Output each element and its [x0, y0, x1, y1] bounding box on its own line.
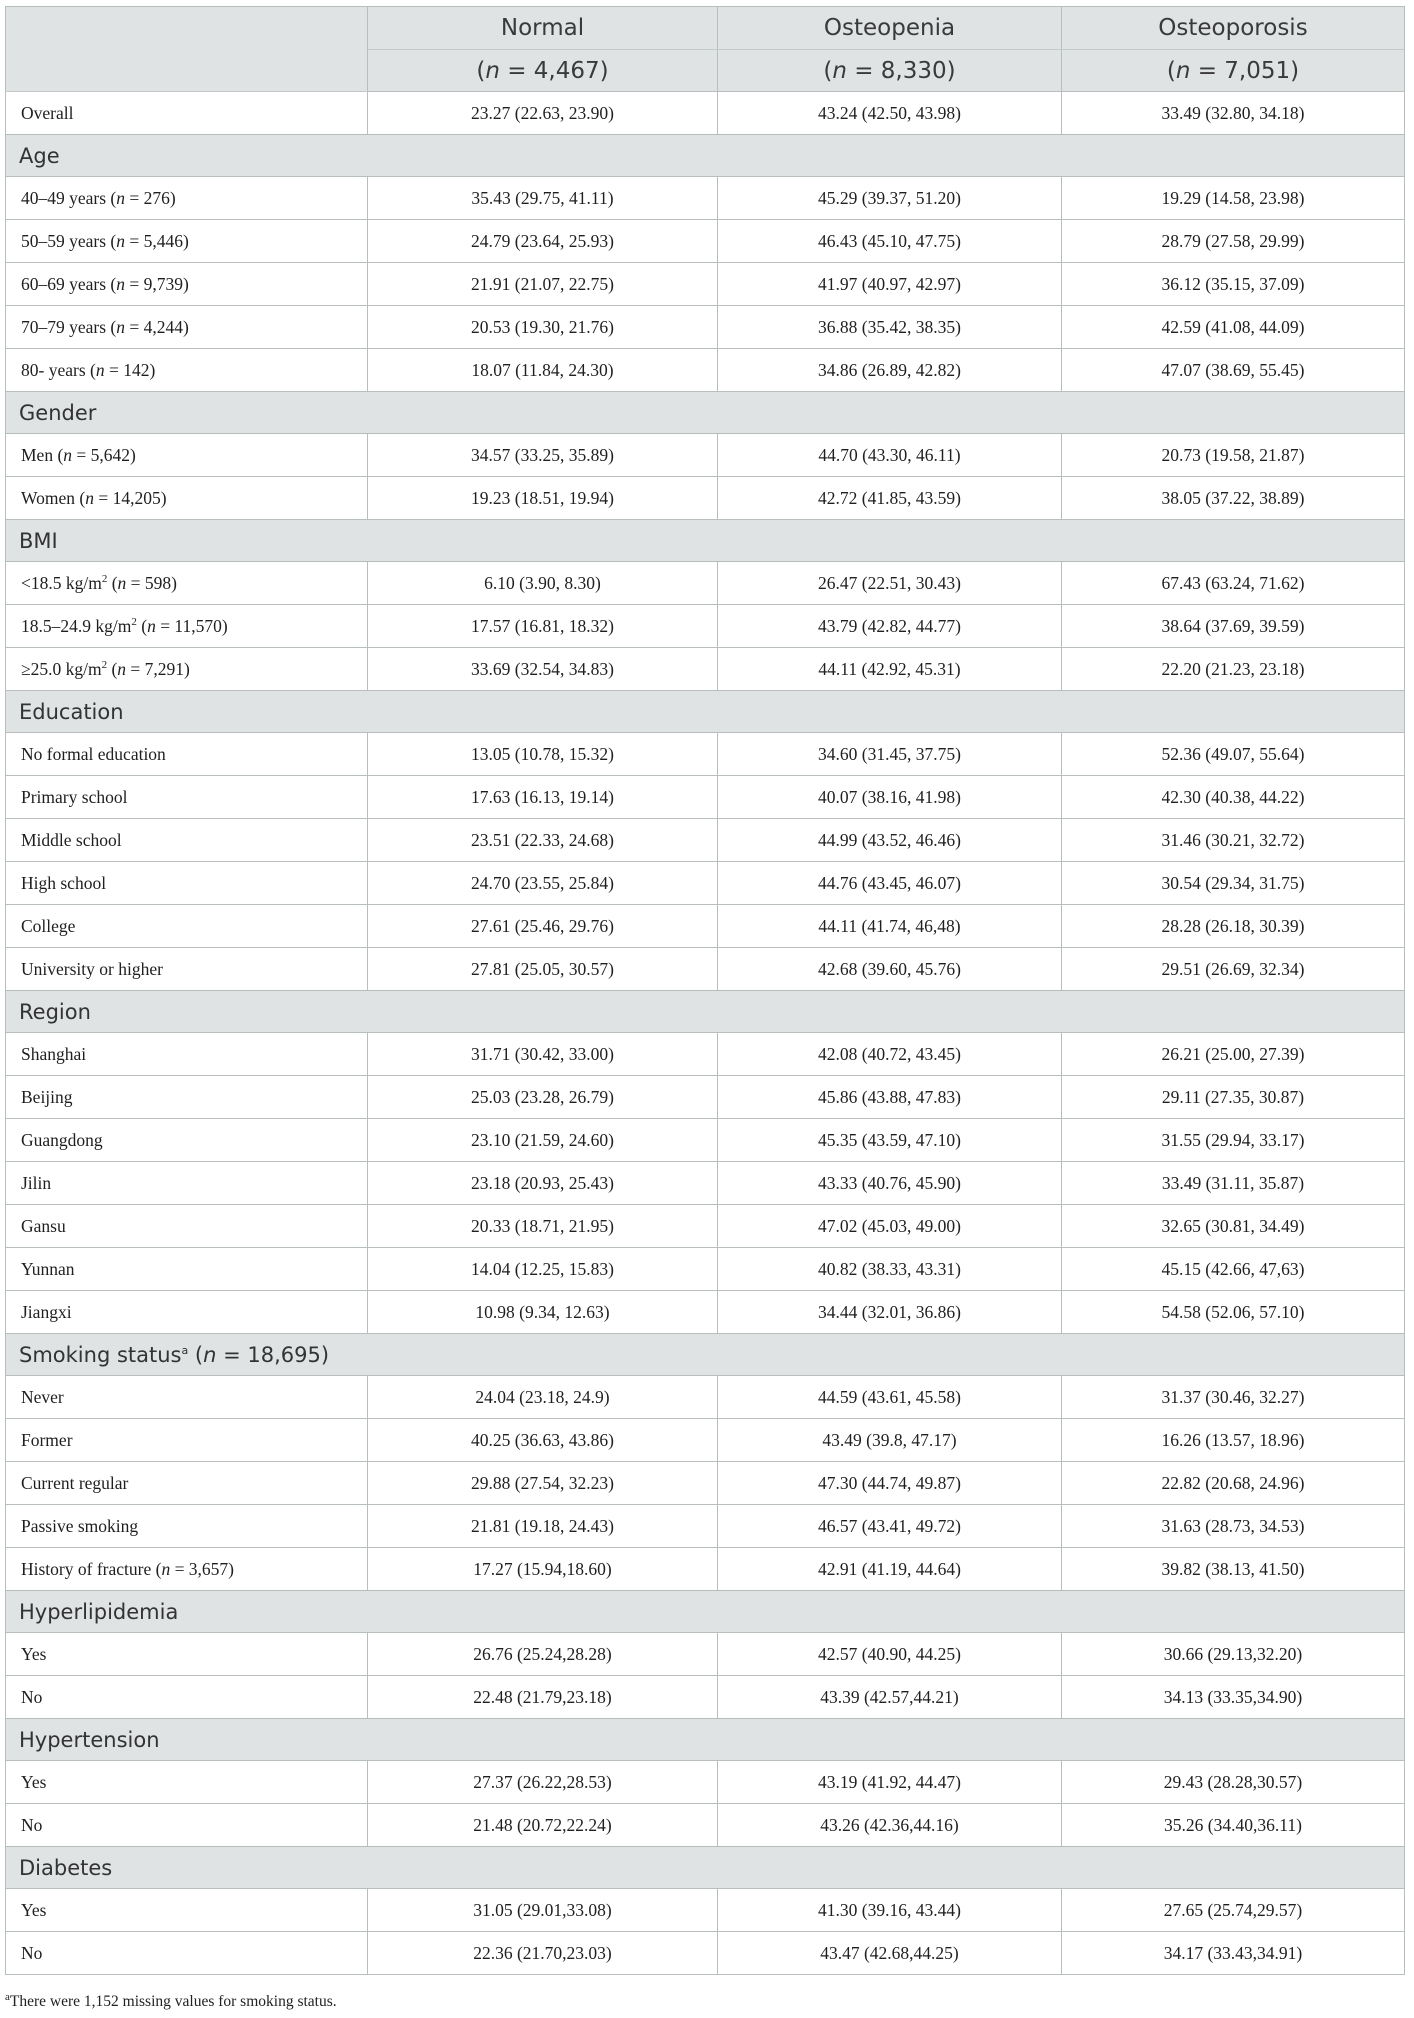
value-normal: 23.51 (22.33, 24.68) — [368, 819, 718, 862]
value-osteopenia: 43.19 (41.92, 44.47) — [718, 1761, 1062, 1804]
label-text-cont: ( — [107, 572, 118, 593]
prevalence-table — [5, 6, 1405, 1975]
section-row — [6, 991, 1405, 1033]
label-text: Beijing — [21, 1086, 73, 1107]
table-row — [6, 349, 1405, 392]
table-row — [6, 1804, 1405, 1847]
value-osteoporosis: 33.49 (31.11, 35.87) — [1062, 1162, 1405, 1205]
footnote-mark: a — [5, 1990, 10, 2003]
value-osteoporosis: 32.65 (30.81, 34.49) — [1062, 1205, 1405, 1248]
n-symbol: n — [485, 57, 500, 84]
n-symbol: n — [117, 658, 127, 679]
table-row — [6, 1419, 1405, 1462]
n-symbol: n — [832, 57, 847, 84]
value-normal: 21.91 (21.07, 22.75) — [368, 263, 718, 306]
row-label — [6, 1119, 368, 1162]
label-text: Smoking status — [19, 1342, 182, 1367]
row-label — [6, 776, 368, 819]
table-row — [6, 92, 1405, 135]
row-label — [6, 862, 368, 905]
value-normal: 24.70 (23.55, 25.84) — [368, 862, 718, 905]
value-osteopenia: 40.07 (38.16, 41.98) — [718, 776, 1062, 819]
row-label — [6, 1376, 368, 1419]
section-label — [6, 392, 1405, 434]
table-row — [6, 1548, 1405, 1591]
section-row — [6, 1719, 1405, 1761]
table-row — [6, 819, 1405, 862]
header-osteopenia: Osteopenia — [718, 7, 1062, 50]
value-osteopenia: 45.29 (39.37, 51.20) — [718, 177, 1062, 220]
n-symbol: n — [147, 615, 156, 636]
value-osteoporosis: 26.21 (25.00, 27.39) — [1062, 1033, 1405, 1076]
label-text: Diabetes — [19, 1855, 113, 1880]
value-osteopenia: 42.08 (40.72, 43.45) — [718, 1033, 1062, 1076]
value-osteopenia: 43.24 (42.50, 43.98) — [718, 92, 1062, 135]
value-osteoporosis: 29.43 (28.28,30.57) — [1062, 1761, 1405, 1804]
value-osteoporosis: 34.13 (33.35,34.90) — [1062, 1676, 1405, 1719]
table-row — [6, 263, 1405, 306]
value-osteopenia: 43.47 (42.68,44.25) — [718, 1932, 1062, 1975]
label-text: Passive smoking — [21, 1515, 139, 1536]
value-normal: 25.03 (23.28, 26.79) — [368, 1076, 718, 1119]
label-text: Current regular — [21, 1472, 129, 1493]
label-text: Jilin — [21, 1172, 52, 1193]
n-value: = 11,570) — [155, 615, 228, 636]
table-container — [5, 6, 1404, 1975]
value-osteoporosis: 22.20 (21.23, 23.18) — [1062, 648, 1405, 691]
label-text: Middle school — [21, 829, 122, 850]
section-label — [6, 691, 1405, 733]
label-text: Never — [21, 1386, 64, 1407]
row-label — [6, 1804, 368, 1847]
value-normal: 22.36 (21.70,23.03) — [368, 1932, 718, 1975]
value-osteopenia: 44.70 (43.30, 46.11) — [718, 434, 1062, 477]
value-normal: 21.48 (20.72,22.24) — [368, 1804, 718, 1847]
header-normal-n: (n = 4,467) — [368, 50, 718, 92]
table-row — [6, 905, 1405, 948]
label-text: No — [21, 1814, 43, 1835]
n-value: = 7,291) — [126, 658, 190, 679]
section-label — [6, 1719, 1405, 1761]
value-osteopenia: 34.60 (31.45, 37.75) — [718, 733, 1062, 776]
value-normal: 31.05 (29.01,33.08) — [368, 1889, 718, 1932]
section-label — [6, 1847, 1405, 1889]
label-text-cont: ( — [188, 1342, 204, 1367]
label-text: High school — [21, 872, 107, 893]
row-label — [6, 1932, 368, 1975]
value-normal: 29.88 (27.54, 32.23) — [368, 1462, 718, 1505]
section-row — [6, 1591, 1405, 1633]
table-row — [6, 605, 1405, 648]
value-osteopenia: 41.30 (39.16, 43.44) — [718, 1889, 1062, 1932]
header-osteoporosis-n: (n = 7,051) — [1062, 50, 1405, 92]
label-text: Men ( — [21, 444, 64, 465]
row-label — [6, 477, 368, 520]
row-label — [6, 605, 368, 648]
n-value: = 5,642) — [72, 444, 136, 465]
label-text: Hypertension — [19, 1727, 160, 1752]
row-label — [6, 220, 368, 263]
label-text: History of fracture ( — [21, 1558, 162, 1579]
label-text: No formal education — [21, 743, 166, 764]
row-label — [6, 349, 368, 392]
value-osteoporosis: 36.12 (35.15, 37.09) — [1062, 263, 1405, 306]
value-osteoporosis: 45.15 (42.66, 47,63) — [1062, 1248, 1405, 1291]
value-osteoporosis: 38.64 (37.69, 39.59) — [1062, 605, 1405, 648]
table-row — [6, 1633, 1405, 1676]
n-symbol: n — [63, 444, 73, 465]
section-label — [6, 1334, 1405, 1376]
row-label — [6, 905, 368, 948]
value-osteopenia: 45.86 (43.88, 47.83) — [718, 1076, 1062, 1119]
table-row — [6, 1248, 1405, 1291]
value-normal: 23.27 (22.63, 23.90) — [368, 92, 718, 135]
n-symbol: n — [1175, 57, 1191, 84]
value-osteopenia: 43.79 (42.82, 44.77) — [718, 605, 1062, 648]
n-value: = 14,205) — [93, 487, 167, 508]
label-text: Women ( — [21, 487, 86, 508]
row-label — [6, 434, 368, 477]
value-normal: 20.33 (18.71, 21.95) — [368, 1205, 718, 1248]
value-osteopenia: 34.44 (32.01, 36.86) — [718, 1291, 1062, 1334]
label-text: 60–69 years ( — [21, 273, 117, 294]
value-osteoporosis: 16.26 (13.57, 18.96) — [1062, 1419, 1405, 1462]
value-normal: 18.07 (11.84, 24.30) — [368, 349, 718, 392]
row-label — [6, 1033, 368, 1076]
row-label — [6, 1291, 368, 1334]
value-osteoporosis: 33.49 (32.80, 34.18) — [1062, 92, 1405, 135]
label-text: Region — [19, 999, 91, 1024]
row-label — [6, 1205, 368, 1248]
n-value: = 4,244) — [125, 316, 189, 337]
value-normal: 13.05 (10.78, 15.32) — [368, 733, 718, 776]
n-value: = 598) — [126, 572, 177, 593]
header-osteoporosis: Osteoporosis — [1062, 7, 1405, 50]
value-osteoporosis: 67.43 (63.24, 71.62) — [1062, 562, 1405, 605]
row-label — [6, 1076, 368, 1119]
label-text: University or higher — [21, 958, 163, 979]
table-body — [6, 92, 1405, 1975]
table-row — [6, 733, 1405, 776]
value-normal: 33.69 (32.54, 34.83) — [368, 648, 718, 691]
table-row — [6, 562, 1405, 605]
value-normal: 24.79 (23.64, 25.93) — [368, 220, 718, 263]
value-osteopenia: 40.82 (38.33, 43.31) — [718, 1248, 1062, 1291]
label-text: ≥25.0 kg/m — [21, 658, 102, 679]
value-normal: 31.71 (30.42, 33.00) — [368, 1033, 718, 1076]
row-label — [6, 1505, 368, 1548]
table-row — [6, 1076, 1405, 1119]
label-text: Gender — [19, 400, 97, 425]
value-osteopenia: 42.68 (39.60, 45.76) — [718, 948, 1062, 991]
value-osteopenia: 36.88 (35.42, 38.35) — [718, 306, 1062, 349]
row-label — [6, 1248, 368, 1291]
value-osteopenia: 44.76 (43.45, 46.07) — [718, 862, 1062, 905]
section-row — [6, 392, 1405, 434]
n-value: = 3,657) — [170, 1558, 235, 1579]
label-text: College — [21, 915, 76, 936]
header-osteopenia-n: (n = 8,330) — [718, 50, 1062, 92]
label-superscript: 2 — [131, 615, 137, 628]
n-symbol: n — [161, 1558, 171, 1579]
header-normal: Normal — [368, 7, 718, 50]
table-row — [6, 1376, 1405, 1419]
value-normal: 23.10 (21.59, 24.60) — [368, 1119, 718, 1162]
value-osteoporosis: 29.11 (27.35, 30.87) — [1062, 1076, 1405, 1119]
n-symbol: n — [203, 1342, 217, 1367]
row-label — [6, 263, 368, 306]
value-osteoporosis: 47.07 (38.69, 55.45) — [1062, 349, 1405, 392]
table-row — [6, 776, 1405, 819]
value-normal: 27.37 (26.22,28.53) — [368, 1761, 718, 1804]
label-text: Yes — [21, 1771, 47, 1792]
value-osteopenia: 46.43 (45.10, 47.75) — [718, 220, 1062, 263]
table-row — [6, 1505, 1405, 1548]
value-osteopenia: 44.59 (43.61, 45.58) — [718, 1376, 1062, 1419]
value-osteopenia: 47.02 (45.03, 49.00) — [718, 1205, 1062, 1248]
table-row — [6, 948, 1405, 991]
table-footnote — [5, 1990, 337, 2011]
value-osteopenia: 44.99 (43.52, 46.46) — [718, 819, 1062, 862]
label-text: Overall — [21, 102, 74, 123]
section-label — [6, 1591, 1405, 1633]
table-row — [6, 1462, 1405, 1505]
row-label — [6, 562, 368, 605]
value-osteopenia: 41.97 (40.97, 42.97) — [718, 263, 1062, 306]
value-normal: 19.23 (18.51, 19.94) — [368, 477, 718, 520]
row-label — [6, 1889, 368, 1932]
n-value: = 276) — [125, 187, 176, 208]
n-symbol: n — [85, 487, 94, 508]
value-osteoporosis: 19.29 (14.58, 23.98) — [1062, 177, 1405, 220]
label-text: 40–49 years ( — [21, 187, 117, 208]
value-osteoporosis: 31.55 (29.94, 33.17) — [1062, 1119, 1405, 1162]
value-normal: 17.27 (15.94,18.60) — [368, 1548, 718, 1591]
value-osteopenia: 43.26 (42.36,44.16) — [718, 1804, 1062, 1847]
footnote-text: There were 1,152 missing values for smoking status. — [9, 1993, 337, 2010]
value-osteopenia: 42.91 (41.19, 44.64) — [718, 1548, 1062, 1591]
table-row — [6, 1033, 1405, 1076]
table-row — [6, 1889, 1405, 1932]
row-label — [6, 648, 368, 691]
table-row — [6, 862, 1405, 905]
row-label — [6, 1676, 368, 1719]
value-osteopenia: 42.72 (41.85, 43.59) — [718, 477, 1062, 520]
value-normal: 20.53 (19.30, 21.76) — [368, 306, 718, 349]
section-row — [6, 1847, 1405, 1889]
value-normal: 26.76 (25.24,28.28) — [368, 1633, 718, 1676]
table-header — [6, 7, 1405, 92]
row-label — [6, 1419, 368, 1462]
value-osteoporosis: 28.28 (26.18, 30.39) — [1062, 905, 1405, 948]
n-symbol: n — [116, 316, 126, 337]
value-normal: 17.63 (16.13, 19.14) — [368, 776, 718, 819]
value-osteoporosis: 31.63 (28.73, 34.53) — [1062, 1505, 1405, 1548]
section-label — [6, 991, 1405, 1033]
row-label — [6, 177, 368, 220]
value-normal: 14.04 (12.25, 15.83) — [368, 1248, 718, 1291]
value-osteopenia: 43.39 (42.57,44.21) — [718, 1676, 1062, 1719]
n-symbol: n — [117, 572, 127, 593]
value-osteopenia: 44.11 (41.74, 46,48) — [718, 905, 1062, 948]
table-row — [6, 177, 1405, 220]
value-osteoporosis: 30.66 (29.13,32.20) — [1062, 1633, 1405, 1676]
row-label — [6, 1548, 368, 1591]
label-text: BMI — [19, 528, 58, 553]
table-row — [6, 220, 1405, 263]
label-text: <18.5 kg/m — [21, 572, 102, 593]
n-symbol: n — [116, 230, 126, 251]
label-text: Yunnan — [21, 1258, 75, 1279]
n-value: = 9,739) — [125, 273, 189, 294]
row-label — [6, 1162, 368, 1205]
label-text: Jiangxi — [21, 1301, 72, 1322]
value-normal: 21.81 (19.18, 24.43) — [368, 1505, 718, 1548]
table-row — [6, 1932, 1405, 1975]
label-text: Shanghai — [21, 1043, 87, 1064]
label-superscript: a — [181, 1343, 189, 1357]
table-row — [6, 1291, 1405, 1334]
value-normal: 23.18 (20.93, 25.43) — [368, 1162, 718, 1205]
label-text-cont: ( — [107, 658, 118, 679]
value-normal: 27.61 (25.46, 29.76) — [368, 905, 718, 948]
value-osteopenia: 47.30 (44.74, 49.87) — [718, 1462, 1062, 1505]
table-row — [6, 1676, 1405, 1719]
value-osteoporosis: 38.05 (37.22, 38.89) — [1062, 477, 1405, 520]
label-text: Hyperlipidemia — [19, 1599, 179, 1624]
label-text: Yes — [21, 1899, 47, 1920]
label-text: Gansu — [21, 1215, 66, 1236]
value-osteoporosis: 39.82 (38.13, 41.50) — [1062, 1548, 1405, 1591]
section-row — [6, 135, 1405, 177]
label-text: 50–59 years ( — [21, 230, 117, 251]
label-text: Age — [19, 143, 60, 168]
n-symbol: n — [116, 187, 126, 208]
value-normal: 34.57 (33.25, 35.89) — [368, 434, 718, 477]
section-row — [6, 520, 1405, 562]
table-row — [6, 306, 1405, 349]
row-label — [6, 948, 368, 991]
table-row — [6, 1205, 1405, 1248]
label-text: Primary school — [21, 786, 128, 807]
n-symbol: n — [95, 359, 105, 380]
label-text: Guangdong — [21, 1129, 103, 1150]
section-row — [6, 691, 1405, 733]
value-normal: 17.57 (16.81, 18.32) — [368, 605, 718, 648]
value-osteoporosis: 20.73 (19.58, 21.87) — [1062, 434, 1405, 477]
value-osteopenia: 43.33 (40.76, 45.90) — [718, 1162, 1062, 1205]
section-label — [6, 520, 1405, 562]
value-normal: 6.10 (3.90, 8.30) — [368, 562, 718, 605]
value-osteoporosis: 22.82 (20.68, 24.96) — [1062, 1462, 1405, 1505]
n-value: = 8,330 — [846, 57, 947, 84]
label-text: 70–79 years ( — [21, 316, 117, 337]
row-label — [6, 733, 368, 776]
row-label — [6, 1633, 368, 1676]
value-osteoporosis: 28.79 (27.58, 29.99) — [1062, 220, 1405, 263]
label-text: 18.5–24.9 kg/m — [21, 615, 132, 636]
table-row — [6, 477, 1405, 520]
label-text: Former — [21, 1429, 73, 1450]
n-symbol: n — [116, 273, 126, 294]
value-normal: 27.81 (25.05, 30.57) — [368, 948, 718, 991]
value-osteopenia: 26.47 (22.51, 30.43) — [718, 562, 1062, 605]
value-osteoporosis: 29.51 (26.69, 32.34) — [1062, 948, 1405, 991]
section-label — [6, 135, 1405, 177]
label-superscript: 2 — [101, 658, 108, 671]
label-text: 80- years ( — [21, 359, 96, 380]
value-osteoporosis: 42.59 (41.08, 44.09) — [1062, 306, 1405, 349]
row-label — [6, 819, 368, 862]
row-label — [6, 306, 368, 349]
value-osteopenia: 43.49 (39.8, 47.17) — [718, 1419, 1062, 1462]
section-row — [6, 1334, 1405, 1376]
value-osteoporosis: 31.46 (30.21, 32.72) — [1062, 819, 1405, 862]
value-osteoporosis: 52.36 (49.07, 55.64) — [1062, 733, 1405, 776]
value-osteoporosis: 35.26 (34.40,36.11) — [1062, 1804, 1405, 1847]
value-normal: 35.43 (29.75, 41.11) — [368, 177, 718, 220]
label-text: Yes — [21, 1643, 47, 1664]
row-label — [6, 92, 368, 135]
table-row — [6, 434, 1405, 477]
value-normal: 10.98 (9.34, 12.63) — [368, 1291, 718, 1334]
value-normal: 22.48 (21.79,23.18) — [368, 1676, 718, 1719]
value-osteoporosis: 42.30 (40.38, 44.22) — [1062, 776, 1405, 819]
label-text: No — [21, 1686, 43, 1707]
table-row — [6, 1162, 1405, 1205]
row-label — [6, 1761, 368, 1804]
label-text: No — [21, 1942, 43, 1963]
value-osteopenia: 42.57 (40.90, 44.25) — [718, 1633, 1062, 1676]
label-superscript: 2 — [101, 572, 108, 585]
n-value: = 5,446) — [125, 230, 189, 251]
value-normal: 24.04 (23.18, 24.9) — [368, 1376, 718, 1419]
row-label — [6, 1462, 368, 1505]
value-osteopenia: 46.57 (43.41, 49.72) — [718, 1505, 1062, 1548]
table-row — [6, 648, 1405, 691]
value-osteopenia: 34.86 (26.89, 42.82) — [718, 349, 1062, 392]
table-row — [6, 1761, 1405, 1804]
value-osteoporosis: 31.37 (30.46, 32.27) — [1062, 1376, 1405, 1419]
table-row — [6, 1119, 1405, 1162]
n-value: = 7,051 — [1190, 57, 1291, 84]
label-text-cont: ( — [136, 615, 148, 636]
n-value: = 18,695) — [216, 1342, 330, 1367]
n-value: = 142) — [104, 359, 156, 380]
label-text: Education — [19, 699, 124, 724]
value-normal: 40.25 (36.63, 43.86) — [368, 1419, 718, 1462]
value-osteoporosis: 34.17 (33.43,34.91) — [1062, 1932, 1405, 1975]
value-osteoporosis: 54.58 (52.06, 57.10) — [1062, 1291, 1405, 1334]
value-osteopenia: 45.35 (43.59, 47.10) — [718, 1119, 1062, 1162]
header-blank-cell — [6, 7, 368, 92]
value-osteoporosis: 30.54 (29.34, 31.75) — [1062, 862, 1405, 905]
value-osteopenia: 44.11 (42.92, 45.31) — [718, 648, 1062, 691]
n-value: = 4,467 — [499, 57, 600, 84]
value-osteoporosis: 27.65 (25.74,29.57) — [1062, 1889, 1405, 1932]
